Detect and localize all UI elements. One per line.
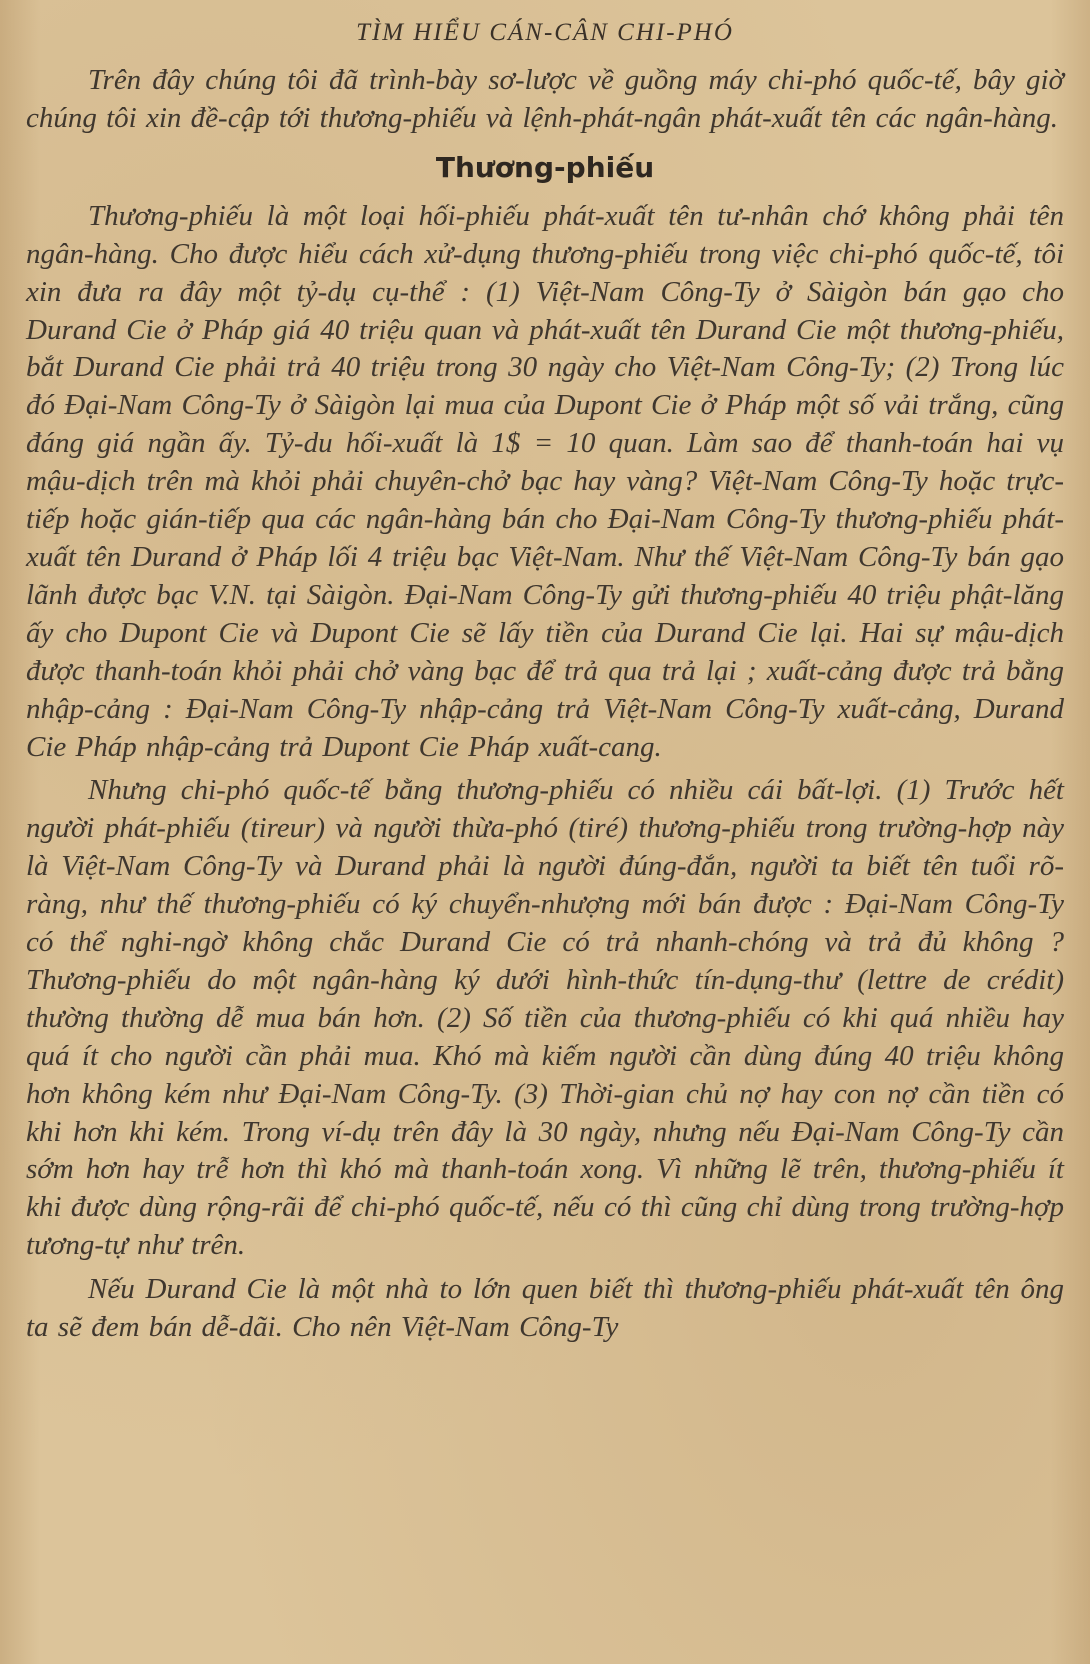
intro-paragraph: Trên đây chúng tôi đã trình-bày sơ-lược về guồng máy chi-phó quốc-tế, bây giờ chúng tôi xin đề-cập tới thương-phiếu và lệnh-phát-ngân phát-xuất tên các ngân-hàng. (26, 64, 1064, 134)
closing-paragraph: Nếu Durand Cie là một nhà to lớn quen biết thì thương-phiếu phát-xuất tên ông ta sẽ đem bán dễ-dãi. Cho nên Việt-Nam Công-Ty (26, 1273, 1064, 1344)
example-paragraph: Thương-phiếu là một loại hối-phiếu phát-xuất tên tư-nhân chớ không phải tên ngân-hàng. Cho được hiểu cách xử-dụng thương-phiếu trong việc chi-phó quốc-tế, tôi xin đưa ra đây một tỷ-dụ cụ-thể : (1) Việt-Nam Công-Ty ở Sàigòn bán gạo cho Durand Cie ở Pháp giá 40 triệu quan và phát-xuất tên Durand Cie một thương-phiếu, bắt Durand Cie phải trả 40 triệu trong 30 ngày cho Việt-Nam Công-Ty; (2) Trong lúc đó Đại-Nam Công-Ty ở Sàigòn lại mua của Dupont Cie ở Pháp một số vải trắng, cũng đáng giá ngần ấy. Tỷ-du hối-xuất là 1$ = 10 quan. Làm sao để thanh-toán hai vụ mậu-dịch trên mà khỏi phải chuyên-chở bạc hay vàng? Việt-Nam Công-Ty hoặc trực-tiếp hoặc gián-tiếp qua các ngân-hàng bán cho Đại-Nam Công-Ty thương-phiếu phát-xuất tên Durand ở Pháp lối 4 triệu bạc Việt-Nam. Như thế Việt-Nam Công-Ty bán gạo lãnh được bạc V.N. tại Sàigòn. Đại-Nam Công-Ty gửi thương-phiếu 40 triệu phật-lăng ấy cho Dupont Cie và Dupont Cie sẽ lấy tiền của Durand Cie lại. Hai sự mậu-dịch được thanh-toán khỏi phải chở vàng bạc để trả qua trả lại ; xuất-cảng được trả bằng nhập-cảng : Đại-Nam Công-Ty nhập-cảng trả Việt-Nam Công-Ty xuất-cảng, Durand Cie Pháp nhập-cảng trả Dupont Cie Pháp xuất-cang. (26, 199, 1064, 763)
section-title: Thương-phiếu (435, 150, 655, 184)
running-head: TÌM HIỂU CÁN-CÂN CHI-PHÓ (356, 19, 734, 46)
disadvantages-paragraph: Nhưng chi-phó quốc-tế bằng thương-phiếu có nhiều cái bất-lợi. (1) Trước hết người phát-phiếu (tireur) và người thừa-phó (tiré) thương-phiếu trong trường-hợp này là Việt-Nam Công-Ty và Durand phải là người đúng-đắn, người ta biết tên tuổi rõ-ràng, như thế thương-phiếu có ký chuyển-nhượng mới bán được : Đại-Nam Công-Ty có thể nghi-ngờ không chắc Durand Cie có trả nhanh-chóng và trả đủ không ? Thương-phiếu do một ngân-hàng ký dưới hình-thức tín-dụng-thư (lettre de crédit) thường thường dễ mua bán hơn. (2) Số tiền của thương-phiếu có khi quá nhiều hay quá ít cho người cần phải mua. Khó mà kiếm người cần dùng đúng 40 triệu không hơn không kém như Đại-Nam Công-Ty. (3) Thời-gian chủ nợ hay con nợ cần tiền có khi hơn khi kém. Trong ví-dụ trên đây là 30 ngày, nhưng nếu Đại-Nam Công-Ty cần sớm hơn hay trễ hơn thì khó mà thanh-toán xong. Vì những lẽ trên, thương-phiếu ít khi được dùng rộng-rãi để chi-phó quốc-tế, nếu có thì cũng chỉ dùng trong trường-hợp tương-tự như trên. (26, 774, 1064, 1262)
